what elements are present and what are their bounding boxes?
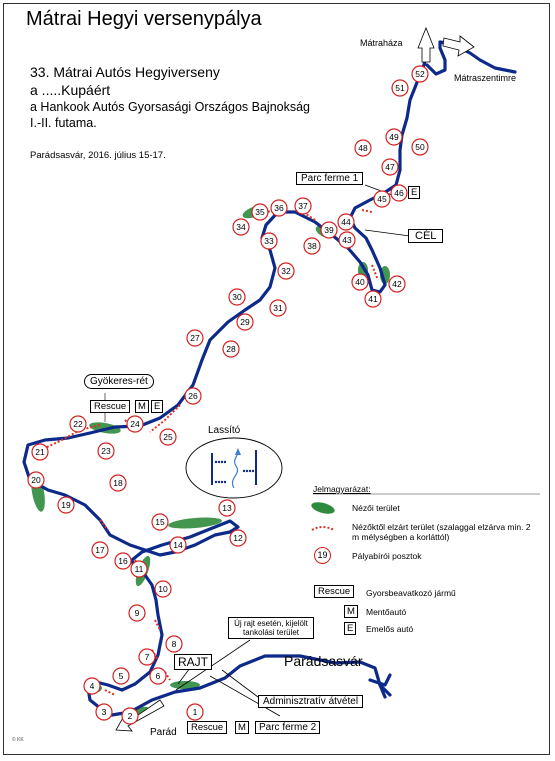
marshal-post-number: 47 [385, 162, 395, 173]
label-matraszentimre: Mátraszentimre [454, 73, 517, 83]
marshal-post-25 [160, 429, 176, 445]
marshal-post-33 [261, 233, 277, 249]
legend-ambulance-label: Mentőautó [366, 607, 407, 617]
marshal-post-number: 27 [190, 333, 200, 344]
marshal-post-number: 49 [389, 132, 399, 143]
parc-ferme-2-box: Parc ferme 2 [255, 721, 320, 734]
legend-lift-box: E [344, 622, 356, 635]
event-cup: a .....Kupáért [30, 82, 111, 98]
marshal-post-18 [110, 475, 126, 491]
admin-box: Adminisztratív átvétel [258, 695, 363, 708]
label-paradsasvar: Parádsasvár [284, 653, 363, 669]
marshal-post-49 [386, 129, 402, 145]
marshal-post-number: 10 [158, 584, 168, 595]
marshal-post-number: 48 [358, 143, 368, 154]
marshal-post-number: 7 [144, 652, 150, 663]
label-lassito: Lassító [208, 425, 241, 436]
marshal-post-number: 38 [307, 241, 317, 252]
marshal-post-number: 19 [61, 500, 71, 511]
legend-closed-icon [312, 527, 334, 530]
marshal-post-28 [223, 341, 239, 357]
rescue-box-top: Rescue [90, 400, 130, 413]
legend-spectator-icon [310, 500, 336, 516]
marshal-post-number: 13 [222, 503, 232, 514]
copyright: © KK [12, 737, 24, 743]
marshal-post-21 [32, 444, 48, 460]
marshal-post-number: 15 [155, 517, 165, 528]
marshal-post-number: 22 [73, 419, 83, 430]
legend-post-icon: 19 [314, 547, 331, 564]
marshal-post-26 [185, 388, 201, 404]
legend-posts-label: Pályabírói posztok [352, 551, 422, 561]
marshal-post-number: 51 [395, 83, 405, 94]
marshal-post-number: 28 [226, 344, 236, 355]
marshal-post-23 [98, 443, 114, 459]
arrow-matrahaza-icon [418, 28, 434, 62]
marshal-post-10 [155, 581, 171, 597]
marshal-post-47 [382, 159, 398, 175]
marshal-post-39 [321, 222, 337, 238]
marshal-post-number: 21 [35, 447, 45, 458]
marshal-post-52 [412, 66, 428, 82]
legend-ambulance-box: M [344, 605, 358, 618]
marshal-post-number: 37 [298, 201, 308, 212]
label-gyokeres: Gyökeres-rét [84, 374, 154, 389]
marshal-post-3 [96, 704, 112, 720]
marshal-post-number: 12 [233, 533, 243, 544]
marshal-post-number: 32 [281, 266, 291, 277]
marshal-post-14 [170, 537, 186, 553]
marshal-post-43 [339, 232, 355, 248]
marshal-post-number: 36 [274, 203, 284, 214]
marshal-post-29 [237, 314, 253, 330]
marshal-post-16 [115, 553, 131, 569]
admin-pointer [222, 670, 262, 700]
lift-truck-box-46: E [408, 186, 420, 199]
marshal-post-number: 31 [273, 303, 283, 314]
marshal-post-9 [129, 605, 145, 621]
closed-area [362, 210, 372, 212]
marshal-post-17 [92, 542, 108, 558]
marshal-post-30 [229, 289, 245, 305]
rescue-box-bottom: Rescue [187, 721, 227, 734]
marshal-post-number: 17 [95, 545, 105, 556]
marshal-post-number: 24 [130, 419, 140, 430]
marshal-post-number: 45 [377, 194, 387, 205]
marshal-post-number: 30 [232, 292, 242, 303]
legend-rescue-box: Rescue [314, 585, 354, 598]
marshal-post-31 [270, 300, 286, 316]
legend-title: Jelmagyarázat: [313, 484, 371, 494]
marshal-post-38 [304, 238, 320, 254]
cel-pointer [365, 230, 410, 236]
marshal-post-2 [122, 708, 138, 724]
marshal-post-45 [374, 191, 390, 207]
label-matrahaza: Mátraháza [360, 38, 403, 48]
marshal-post-11 [131, 561, 147, 577]
start-box: RAJT [174, 654, 212, 670]
legend-spectator-label: Nézői terület [352, 503, 400, 513]
marshal-post-number: 26 [188, 391, 198, 402]
marshal-post-15 [152, 514, 168, 530]
marshal-post-34 [233, 219, 249, 235]
finish-box: CÉL [408, 229, 443, 243]
marshal-post-number: 6 [155, 671, 161, 682]
marshal-post-number: 43 [342, 235, 352, 246]
ambulance-box-top: M [135, 400, 149, 413]
tank-area-box: Új rajt esetén, kijelölt tankolási terület [228, 617, 314, 639]
marshal-post-number: 14 [173, 540, 183, 551]
marshal-post-12 [230, 530, 246, 546]
marshal-post-5 [113, 668, 129, 684]
marshal-post-number: 1 [192, 707, 198, 718]
marshal-post-51 [392, 80, 408, 96]
marshal-post-number: 25 [163, 432, 173, 443]
event-date: Parádsasvár, 2016. július 15-17. [30, 150, 166, 161]
marshal-post-number: 50 [415, 142, 425, 153]
marshal-post-4 [84, 678, 100, 694]
lassito-inset [186, 438, 282, 498]
marshal-post-number: 5 [118, 671, 124, 682]
marshal-post-number: 20 [31, 475, 41, 486]
marshal-post-number: 41 [368, 294, 378, 305]
marshal-post-22 [70, 416, 86, 432]
marshal-post-44 [338, 214, 354, 230]
marshal-post-20 [28, 472, 44, 488]
closed-area [105, 690, 115, 695]
marshal-post-number: 16 [118, 556, 128, 567]
marshal-post-36 [271, 200, 287, 216]
marshal-post-7 [139, 649, 155, 665]
marshal-post-number: 11 [134, 564, 144, 575]
marshal-post-number: 46 [394, 188, 404, 199]
marshal-post-37 [295, 198, 311, 214]
marshal-post-number: 29 [240, 317, 250, 328]
marshal-post-number: 9 [134, 608, 140, 619]
closed-area [372, 265, 378, 280]
marshal-post-46 [391, 185, 407, 201]
marshal-post-40 [352, 274, 368, 290]
marshal-post-number: 18 [113, 478, 123, 489]
marshal-post-24 [127, 416, 143, 432]
parc-ferme-1-box: Parc ferme 1 [296, 172, 363, 185]
legend-closed-label: Nézőktől elzárt terület (szalaggal elzárva min. 2 m mélységben a korláttól) [352, 522, 531, 542]
marshal-post-number: 4 [89, 681, 95, 692]
marshal-post-number: 23 [101, 446, 111, 457]
marshal-post-number: 39 [324, 225, 334, 236]
label-parad: Parád [150, 727, 177, 738]
lift-truck-box-top: E [151, 400, 163, 413]
marshal-post-number: 35 [255, 207, 265, 218]
marshal-post-35 [252, 204, 268, 220]
marshal-post-number: 33 [264, 236, 274, 247]
marshal-post-number: 2 [127, 711, 133, 722]
marshal-post-number: 52 [415, 69, 425, 80]
legend-lift-label: Emelős autó [366, 624, 414, 634]
ambulance-box-bottom: M [235, 721, 249, 734]
event-title: 33. Mátrai Autós Hegyiverseny [30, 64, 220, 80]
marshal-post-number: 40 [355, 277, 365, 288]
marshal-post-27 [187, 330, 203, 346]
map-title: Mátrai Hegyi versenypálya [26, 8, 262, 30]
event-championship: a Hankook Autós Gyorsasági Országos Bajnokság [30, 100, 311, 114]
marshal-post-50 [412, 139, 428, 155]
marshal-post-number: 34 [236, 222, 246, 233]
marshal-post-number: 8 [171, 639, 177, 650]
marshal-post-number: 42 [392, 279, 402, 290]
marshal-post-42 [389, 276, 405, 292]
marshal-post-8 [166, 636, 182, 652]
legend-rescue-label: Gyorsbeavatkozó jármű [366, 588, 456, 598]
marshal-post-1 [187, 704, 203, 720]
marshal-post-6 [150, 668, 166, 684]
marshal-post-13 [219, 500, 235, 516]
marshal-post-32 [278, 263, 294, 279]
marshal-post-number: 44 [341, 217, 351, 228]
marshal-post-41 [365, 291, 381, 307]
marshal-post-19 [58, 497, 74, 513]
marshal-post-number: 3 [101, 707, 107, 718]
event-round: I.-II. futama. [30, 116, 97, 130]
marshal-post-48 [355, 140, 371, 156]
